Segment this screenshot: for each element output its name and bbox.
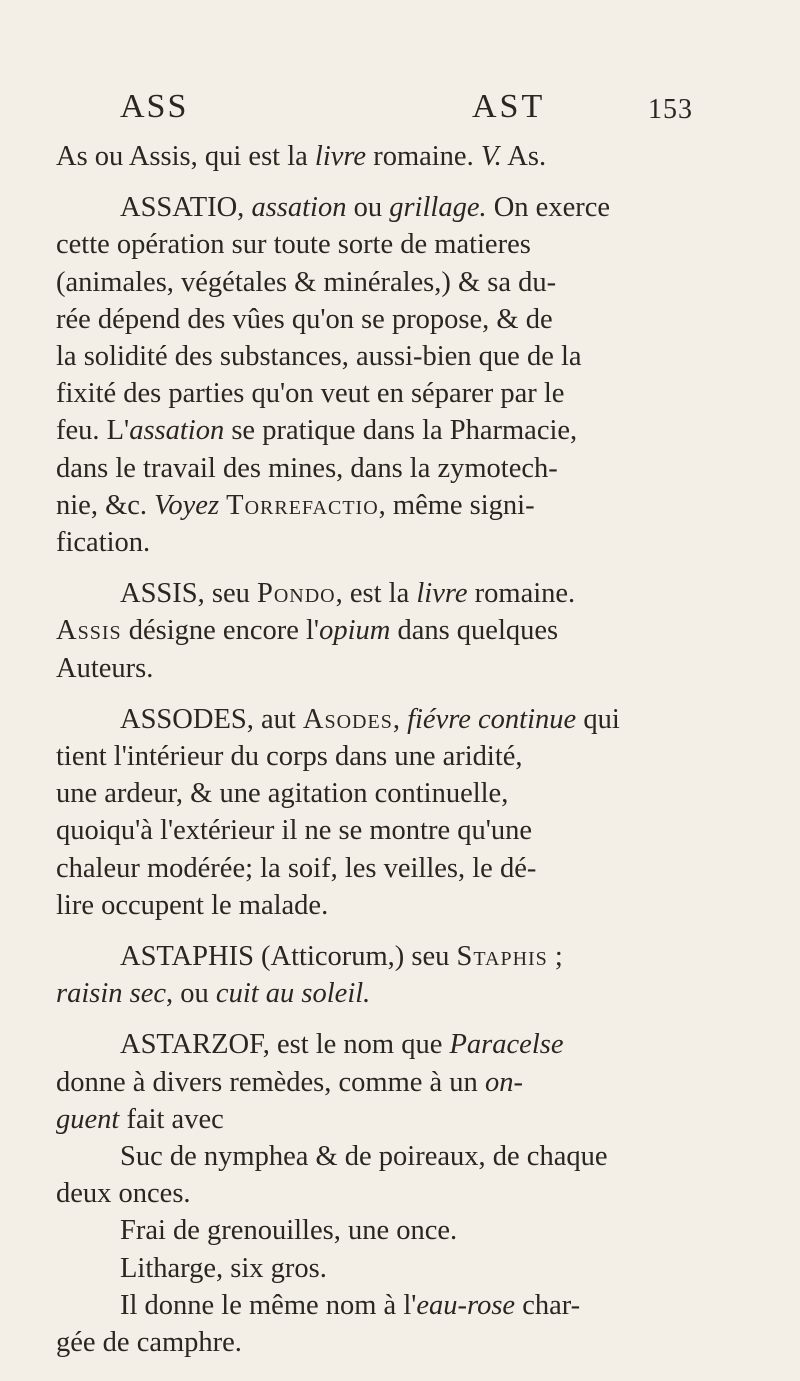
header-right-word: AST — [472, 88, 546, 125]
header-left-word: ASS — [120, 88, 189, 125]
entry-assatio: ASSATIO, assation ou grillage. On exerce cette opération sur toute sorte de matieres (animales, végétales & minérales,) & sa du- rée dépend des vûes qu'on se propose, & de la solidité des substances, aussi-bien que de la fixité des parties qu'on veut en séparer par le feu. L'assation se pratique dans la Pharmacie, dans le travail des mines, dans la zymotech- nie, &c. Voyez Torrefactio, même signi- fication. — [56, 192, 611, 559]
entry-assis: ASSIS, seu Pondo, est la livre romaine. Assis désigne encore l'opium dans quelques Auteurs. — [56, 578, 576, 684]
recipe-line: Litharge, six gros. — [120, 1252, 327, 1284]
running-header — [120, 88, 762, 128]
recipe-line: Frai de grenouilles, une once. — [120, 1215, 458, 1247]
entry-astaphis: ASTAPHIS (Atticorum,) seu Staphis ; raisin sec, ou cuit au soleil. — [56, 941, 563, 1010]
entry-as: As ou Assis, qui est la livre romaine. V. As. — [56, 141, 547, 172]
page-number: 153 — [648, 94, 693, 125]
recipe-line: Suc de nymphea & de poireaux, de chaque — [120, 1141, 608, 1173]
entry-astarzof: ASTARZOF, est le nom que Paracelse donne à divers remèdes, comme à un on- guent fait avec Suc de nymphea & de poireaux, de chaque deux onces. Frai de grenouilles, une once. Litharge, six gros. Il donne le même nom à l'eau-rose char- gée de camphre. — [56, 1026, 760, 1361]
entry-assodes: ASSODES, aut Asodes, fiévre continue qui tient l'intérieur du corps dans une aridité, une ardeur, & une agitation continuelle, quoiqu'à l'extérieur il ne se montre qu'une chaleur modérée; la soif, les veilles, le dé- lire occupent le malade. — [56, 703, 620, 921]
page-body — [56, 138, 760, 1361]
